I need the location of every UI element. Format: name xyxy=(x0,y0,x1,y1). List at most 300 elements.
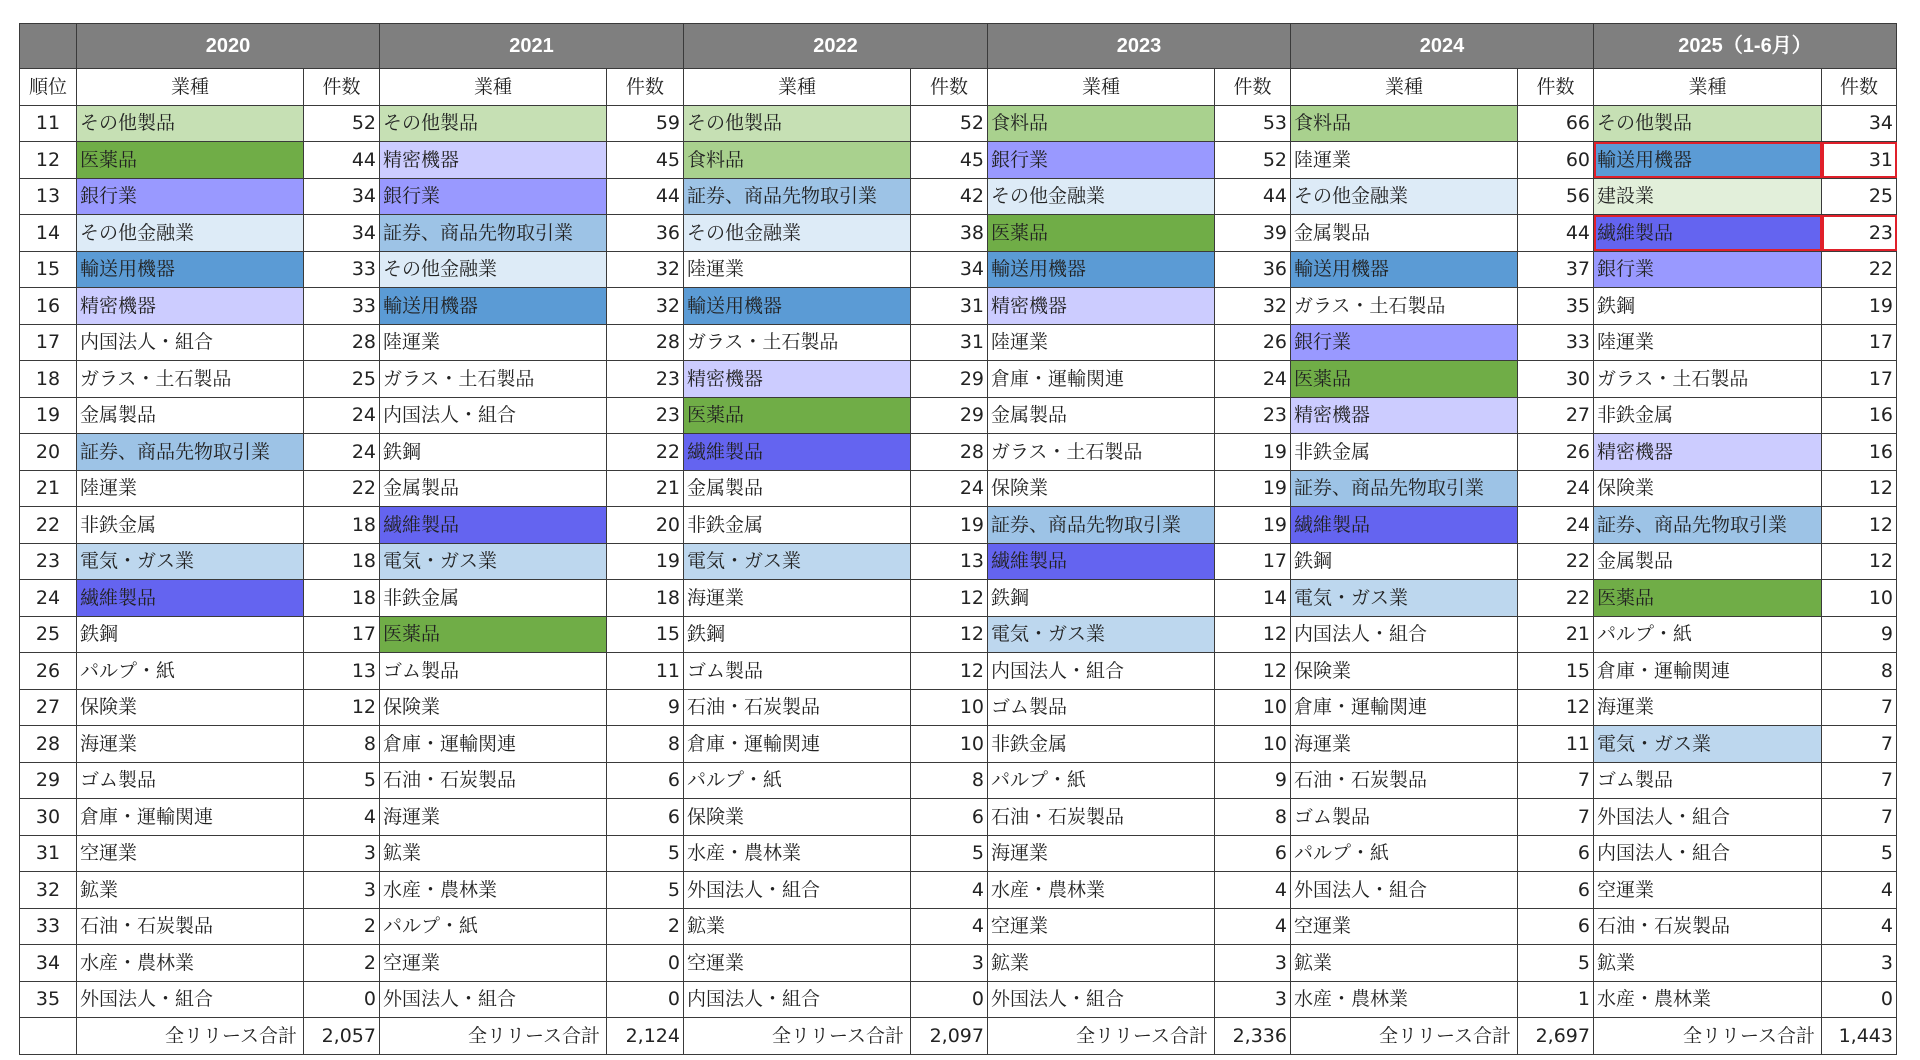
count-cell: 3 xyxy=(304,872,380,909)
industry-cell: 銀行業 xyxy=(77,178,304,215)
total-label: 全リリース合計 xyxy=(77,1018,304,1055)
count-cell: 24 xyxy=(1215,361,1291,398)
industry-cell: 輸送用機器 xyxy=(684,288,911,325)
industry-cell: 証券、商品先物取引業 xyxy=(1594,507,1822,544)
count-cell: 25 xyxy=(1822,178,1897,215)
count-cell: 12 xyxy=(911,653,988,690)
count-cell: 34 xyxy=(1822,105,1897,142)
count-cell: 3 xyxy=(1215,981,1291,1018)
industry-cell: ゴム製品 xyxy=(1291,799,1518,836)
count-cell: 28 xyxy=(911,434,988,471)
count-cell: 4 xyxy=(911,908,988,945)
count-cell: 9 xyxy=(1822,616,1897,653)
table-row xyxy=(20,580,1897,617)
year-header: 2021 xyxy=(380,24,684,69)
count-cell: 23 xyxy=(1215,397,1291,434)
industry-cell: 外国法人・組合 xyxy=(77,981,304,1018)
industry-cell: 石油・石炭製品 xyxy=(380,762,607,799)
industry-cell: その他製品 xyxy=(77,105,304,142)
count-cell: 0 xyxy=(607,945,684,982)
table-row xyxy=(20,178,1897,215)
count-cell: 10 xyxy=(1215,689,1291,726)
count-cell: 18 xyxy=(304,580,380,617)
industry-cell: 保険業 xyxy=(684,799,911,836)
count-cell: 6 xyxy=(1518,908,1594,945)
industry-cell: 医薬品 xyxy=(77,142,304,179)
industry-cell: その他金融業 xyxy=(380,251,607,288)
count-cell: 7 xyxy=(1822,762,1897,799)
industry-cell: 医薬品 xyxy=(1594,580,1822,617)
rank-cell: 29 xyxy=(20,762,77,799)
count-cell: 23 xyxy=(1822,215,1897,252)
count-cell: 10 xyxy=(1215,726,1291,763)
count-cell: 8 xyxy=(1822,653,1897,690)
count-cell: 14 xyxy=(1215,580,1291,617)
industry-cell: 陸運業 xyxy=(1594,324,1822,361)
count-cell: 28 xyxy=(304,324,380,361)
industry-cell: 海運業 xyxy=(1291,726,1518,763)
industry-cell: 外国法人・組合 xyxy=(988,981,1215,1018)
count-cell: 52 xyxy=(304,105,380,142)
industry-cell: 鉄鋼 xyxy=(988,580,1215,617)
count-cell: 18 xyxy=(304,543,380,580)
industry-cell: 金属製品 xyxy=(77,397,304,434)
industry-cell: ガラス・土石製品 xyxy=(380,361,607,398)
table-row xyxy=(20,945,1897,982)
count-cell: 4 xyxy=(1215,908,1291,945)
count-cell: 13 xyxy=(304,653,380,690)
rank-cell: 26 xyxy=(20,653,77,690)
count-cell: 52 xyxy=(911,105,988,142)
industry-cell: 海運業 xyxy=(684,580,911,617)
count-cell: 26 xyxy=(1215,324,1291,361)
industry-cell: 建設業 xyxy=(1594,178,1822,215)
industry-cell: 医薬品 xyxy=(1291,361,1518,398)
count-cell: 44 xyxy=(1215,178,1291,215)
table-row xyxy=(20,361,1897,398)
industry-cell: 食料品 xyxy=(1291,105,1518,142)
table-row xyxy=(20,324,1897,361)
count-cell: 17 xyxy=(1822,361,1897,398)
total-value: 1,443 xyxy=(1822,1018,1897,1055)
count-cell: 32 xyxy=(607,288,684,325)
count-cell: 19 xyxy=(1822,288,1897,325)
industry-cell: パルプ・紙 xyxy=(684,762,911,799)
industry-cell: 医薬品 xyxy=(380,616,607,653)
industry-cell: 外国法人・組合 xyxy=(1291,872,1518,909)
industry-cell: 精密機器 xyxy=(988,288,1215,325)
industry-cell: 陸運業 xyxy=(380,324,607,361)
count-cell: 44 xyxy=(607,178,684,215)
count-cell: 8 xyxy=(607,726,684,763)
industry-cell: 保険業 xyxy=(380,689,607,726)
count-cell: 12 xyxy=(1215,653,1291,690)
industry-cell: パルプ・紙 xyxy=(77,653,304,690)
industry-cell: 倉庫・運輸関連 xyxy=(988,361,1215,398)
industry-header: 業種 xyxy=(77,69,304,106)
industry-cell: 輸送用機器 xyxy=(1594,142,1822,179)
count-cell: 31 xyxy=(1822,142,1897,179)
count-cell: 12 xyxy=(1518,689,1594,726)
industry-cell: 銀行業 xyxy=(1594,251,1822,288)
industry-cell: 保険業 xyxy=(77,689,304,726)
year-header: 2022 xyxy=(684,24,988,69)
count-header: 件数 xyxy=(1518,69,1594,106)
count-cell: 19 xyxy=(607,543,684,580)
table-row xyxy=(20,762,1897,799)
count-cell: 52 xyxy=(1215,142,1291,179)
count-cell: 12 xyxy=(1215,616,1291,653)
industry-cell: 輸送用機器 xyxy=(77,251,304,288)
rank-cell: 14 xyxy=(20,215,77,252)
industry-cell: 陸運業 xyxy=(77,470,304,507)
count-cell: 16 xyxy=(1822,434,1897,471)
industry-cell: 水産・農林業 xyxy=(1291,981,1518,1018)
rank-cell: 20 xyxy=(20,434,77,471)
industry-cell: 倉庫・運輸関連 xyxy=(1594,653,1822,690)
count-cell: 34 xyxy=(911,251,988,288)
count-cell: 32 xyxy=(1215,288,1291,325)
count-cell: 34 xyxy=(304,178,380,215)
rank-cell: 22 xyxy=(20,507,77,544)
industry-cell: ゴム製品 xyxy=(988,689,1215,726)
count-cell: 6 xyxy=(1518,872,1594,909)
count-cell: 33 xyxy=(304,288,380,325)
industry-cell: ゴム製品 xyxy=(380,653,607,690)
table-row xyxy=(20,872,1897,909)
table-row xyxy=(20,653,1897,690)
count-cell: 22 xyxy=(607,434,684,471)
industry-cell: その他製品 xyxy=(380,105,607,142)
industry-cell: パルプ・紙 xyxy=(988,762,1215,799)
total-value: 2,336 xyxy=(1215,1018,1291,1055)
table-row xyxy=(20,835,1897,872)
count-cell: 19 xyxy=(1215,470,1291,507)
count-cell: 1 xyxy=(1518,981,1594,1018)
industry-cell: ガラス・土石製品 xyxy=(1594,361,1822,398)
table-row xyxy=(20,288,1897,325)
industry-cell: 繊維製品 xyxy=(77,580,304,617)
count-cell: 30 xyxy=(1518,361,1594,398)
count-cell: 12 xyxy=(911,616,988,653)
count-cell: 12 xyxy=(1822,543,1897,580)
industry-cell: 輸送用機器 xyxy=(380,288,607,325)
industry-cell: 水産・農林業 xyxy=(77,945,304,982)
count-cell: 4 xyxy=(1822,872,1897,909)
industry-cell: 銀行業 xyxy=(988,142,1215,179)
count-cell: 17 xyxy=(1822,324,1897,361)
industry-cell: 空運業 xyxy=(988,908,1215,945)
total-label: 全リリース合計 xyxy=(684,1018,911,1055)
count-cell: 23 xyxy=(607,397,684,434)
total-label: 全リリース合計 xyxy=(1291,1018,1518,1055)
count-cell: 6 xyxy=(911,799,988,836)
count-cell: 18 xyxy=(304,507,380,544)
count-cell: 21 xyxy=(1518,616,1594,653)
count-cell: 35 xyxy=(1518,288,1594,325)
industry-cell: 空運業 xyxy=(1291,908,1518,945)
count-cell: 15 xyxy=(1518,653,1594,690)
count-cell: 9 xyxy=(1215,762,1291,799)
total-value: 2,057 xyxy=(304,1018,380,1055)
count-cell: 6 xyxy=(607,799,684,836)
count-cell: 0 xyxy=(304,981,380,1018)
rank-cell: 31 xyxy=(20,835,77,872)
industry-cell: 電気・ガス業 xyxy=(1594,726,1822,763)
count-cell: 38 xyxy=(911,215,988,252)
table-row xyxy=(20,507,1897,544)
rank-cell: 23 xyxy=(20,543,77,580)
column-header-row xyxy=(20,69,1897,106)
industry-cell: 倉庫・運輸関連 xyxy=(1291,689,1518,726)
count-cell: 27 xyxy=(1518,397,1594,434)
rank-cell: 33 xyxy=(20,908,77,945)
industry-cell: 医薬品 xyxy=(988,215,1215,252)
count-cell: 44 xyxy=(1518,215,1594,252)
table-row xyxy=(20,470,1897,507)
count-cell: 5 xyxy=(607,835,684,872)
year-header-row xyxy=(20,24,1897,69)
industry-cell: 内国法人・組合 xyxy=(1291,616,1518,653)
industry-cell: 非鉄金属 xyxy=(988,726,1215,763)
industry-cell: 証券、商品先物取引業 xyxy=(684,178,911,215)
industry-cell: 輸送用機器 xyxy=(988,251,1215,288)
count-cell: 60 xyxy=(1518,142,1594,179)
count-cell: 2 xyxy=(607,908,684,945)
count-cell: 3 xyxy=(1215,945,1291,982)
industry-cell: 鉄鋼 xyxy=(380,434,607,471)
count-cell: 13 xyxy=(911,543,988,580)
count-cell: 25 xyxy=(304,361,380,398)
table-row xyxy=(20,251,1897,288)
count-cell: 4 xyxy=(1215,872,1291,909)
count-cell: 22 xyxy=(1518,580,1594,617)
count-cell: 12 xyxy=(304,689,380,726)
count-cell: 19 xyxy=(911,507,988,544)
count-cell: 11 xyxy=(1518,726,1594,763)
industry-cell: 海運業 xyxy=(77,726,304,763)
year-header: 2025（1-6月） xyxy=(1594,24,1897,69)
count-cell: 8 xyxy=(304,726,380,763)
industry-header: 業種 xyxy=(1594,69,1822,106)
table-row xyxy=(20,105,1897,142)
industry-cell: 外国法人・組合 xyxy=(1594,799,1822,836)
count-cell: 6 xyxy=(1215,835,1291,872)
count-cell: 26 xyxy=(1518,434,1594,471)
count-header: 件数 xyxy=(911,69,988,106)
count-cell: 8 xyxy=(911,762,988,799)
count-cell: 34 xyxy=(304,215,380,252)
count-cell: 0 xyxy=(1822,981,1897,1018)
count-cell: 24 xyxy=(1518,470,1594,507)
total-label: 全リリース合計 xyxy=(380,1018,607,1055)
count-cell: 4 xyxy=(304,799,380,836)
count-cell: 31 xyxy=(911,324,988,361)
industry-cell: 陸運業 xyxy=(988,324,1215,361)
industry-cell: 空運業 xyxy=(77,835,304,872)
table-row xyxy=(20,397,1897,434)
industry-cell: 倉庫・運輸関連 xyxy=(380,726,607,763)
rank-cell: 18 xyxy=(20,361,77,398)
count-cell: 29 xyxy=(911,397,988,434)
industry-cell: 空運業 xyxy=(380,945,607,982)
year-header: 2020 xyxy=(77,24,380,69)
industry-cell: 非鉄金属 xyxy=(1594,397,1822,434)
industry-header: 業種 xyxy=(380,69,607,106)
count-cell: 29 xyxy=(911,361,988,398)
industry-cell: 精密機器 xyxy=(684,361,911,398)
industry-cell: 繊維製品 xyxy=(684,434,911,471)
count-cell: 12 xyxy=(1822,507,1897,544)
rank-cell: 24 xyxy=(20,580,77,617)
industry-cell: その他製品 xyxy=(1594,105,1822,142)
count-cell: 6 xyxy=(1518,835,1594,872)
count-cell: 56 xyxy=(1518,178,1594,215)
total-value: 2,097 xyxy=(911,1018,988,1055)
count-cell: 5 xyxy=(911,835,988,872)
industry-cell: 非鉄金属 xyxy=(380,580,607,617)
industry-header: 業種 xyxy=(988,69,1215,106)
industry-cell: 空運業 xyxy=(684,945,911,982)
industry-cell: 空運業 xyxy=(1594,872,1822,909)
count-cell: 23 xyxy=(607,361,684,398)
industry-cell: 内国法人・組合 xyxy=(988,653,1215,690)
industry-cell: 電気・ガス業 xyxy=(380,543,607,580)
industry-cell: 鉄鋼 xyxy=(684,616,911,653)
count-cell: 17 xyxy=(1215,543,1291,580)
count-cell: 17 xyxy=(304,616,380,653)
total-label: 全リリース合計 xyxy=(1594,1018,1822,1055)
rank-cell: 34 xyxy=(20,945,77,982)
industry-cell: その他金融業 xyxy=(1291,178,1518,215)
table-row xyxy=(20,543,1897,580)
industry-cell: 水産・農林業 xyxy=(684,835,911,872)
industry-cell: ゴム製品 xyxy=(1594,762,1822,799)
count-header: 件数 xyxy=(1215,69,1291,106)
count-cell: 33 xyxy=(1518,324,1594,361)
table-row xyxy=(20,799,1897,836)
industry-cell: 金属製品 xyxy=(1291,215,1518,252)
count-cell: 6 xyxy=(607,762,684,799)
industry-cell: 海運業 xyxy=(380,799,607,836)
count-cell: 7 xyxy=(1822,799,1897,836)
industry-cell: 繊維製品 xyxy=(1291,507,1518,544)
industry-cell: 鉱業 xyxy=(1291,945,1518,982)
count-cell: 21 xyxy=(607,470,684,507)
industry-cell: パルプ・紙 xyxy=(1594,616,1822,653)
table-row xyxy=(20,981,1897,1018)
rank-cell: 12 xyxy=(20,142,77,179)
industry-cell: 金属製品 xyxy=(380,470,607,507)
table-row xyxy=(20,908,1897,945)
count-cell: 22 xyxy=(1518,543,1594,580)
industry-cell: 石油・石炭製品 xyxy=(1291,762,1518,799)
industry-cell: 保険業 xyxy=(1291,653,1518,690)
count-cell: 44 xyxy=(304,142,380,179)
corner-cell xyxy=(20,24,77,69)
table-row xyxy=(20,616,1897,653)
count-cell: 18 xyxy=(607,580,684,617)
count-cell: 16 xyxy=(1822,397,1897,434)
industry-cell: 証券、商品先物取引業 xyxy=(380,215,607,252)
industry-cell: 水産・農林業 xyxy=(380,872,607,909)
industry-cell: 海運業 xyxy=(988,835,1215,872)
count-cell: 7 xyxy=(1518,762,1594,799)
year-header: 2023 xyxy=(988,24,1291,69)
count-header: 件数 xyxy=(607,69,684,106)
industry-cell: 陸運業 xyxy=(684,251,911,288)
table-row xyxy=(20,726,1897,763)
count-cell: 8 xyxy=(1215,799,1291,836)
industry-cell: 食料品 xyxy=(988,105,1215,142)
rank-cell: 35 xyxy=(20,981,77,1018)
rank-cell: 32 xyxy=(20,872,77,909)
count-cell: 9 xyxy=(607,689,684,726)
industry-cell: 証券、商品先物取引業 xyxy=(77,434,304,471)
industry-cell: 水産・農林業 xyxy=(1594,981,1822,1018)
industry-cell: ガラス・土石製品 xyxy=(988,434,1215,471)
industry-cell: 精密機器 xyxy=(1291,397,1518,434)
count-cell: 0 xyxy=(607,981,684,1018)
table-row xyxy=(20,215,1897,252)
count-cell: 42 xyxy=(911,178,988,215)
industry-cell: その他金融業 xyxy=(684,215,911,252)
industry-cell: 内国法人・組合 xyxy=(1594,835,1822,872)
count-cell: 4 xyxy=(911,872,988,909)
industry-cell: 鉄鋼 xyxy=(77,616,304,653)
rank-header: 順位 xyxy=(20,69,77,106)
industry-cell: その他製品 xyxy=(684,105,911,142)
count-cell: 3 xyxy=(911,945,988,982)
industry-cell: 石油・石炭製品 xyxy=(988,799,1215,836)
industry-cell: パルプ・紙 xyxy=(1291,835,1518,872)
industry-cell: 鉱業 xyxy=(380,835,607,872)
industry-cell: 非鉄金属 xyxy=(684,507,911,544)
count-cell: 22 xyxy=(1822,251,1897,288)
industry-cell: 銀行業 xyxy=(380,178,607,215)
industry-cell: 鉱業 xyxy=(988,945,1215,982)
industry-cell: ガラス・土石製品 xyxy=(684,324,911,361)
count-cell: 22 xyxy=(304,470,380,507)
count-header: 件数 xyxy=(304,69,380,106)
industry-cell: 鉱業 xyxy=(684,908,911,945)
count-cell: 3 xyxy=(1822,945,1897,982)
rank-cell: 16 xyxy=(20,288,77,325)
table-row xyxy=(20,142,1897,179)
count-cell: 11 xyxy=(607,653,684,690)
industry-cell: 内国法人・組合 xyxy=(77,324,304,361)
count-cell: 2 xyxy=(304,908,380,945)
count-cell: 3 xyxy=(304,835,380,872)
industry-cell: 非鉄金属 xyxy=(1291,434,1518,471)
industry-cell: 金属製品 xyxy=(684,470,911,507)
count-cell: 24 xyxy=(304,434,380,471)
count-cell: 5 xyxy=(1822,835,1897,872)
industry-ranking-table xyxy=(19,23,1897,1055)
count-cell: 28 xyxy=(607,324,684,361)
count-cell: 10 xyxy=(911,726,988,763)
totals-row xyxy=(20,1018,1897,1055)
industry-cell: 繊維製品 xyxy=(380,507,607,544)
industry-cell: 外国法人・組合 xyxy=(684,872,911,909)
total-value: 2,124 xyxy=(607,1018,684,1055)
industry-cell: 繊維製品 xyxy=(1594,215,1822,252)
industry-cell: 電気・ガス業 xyxy=(1291,580,1518,617)
count-cell: 45 xyxy=(911,142,988,179)
industry-cell: 内国法人・組合 xyxy=(380,397,607,434)
count-cell: 0 xyxy=(911,981,988,1018)
industry-cell: 精密機器 xyxy=(380,142,607,179)
